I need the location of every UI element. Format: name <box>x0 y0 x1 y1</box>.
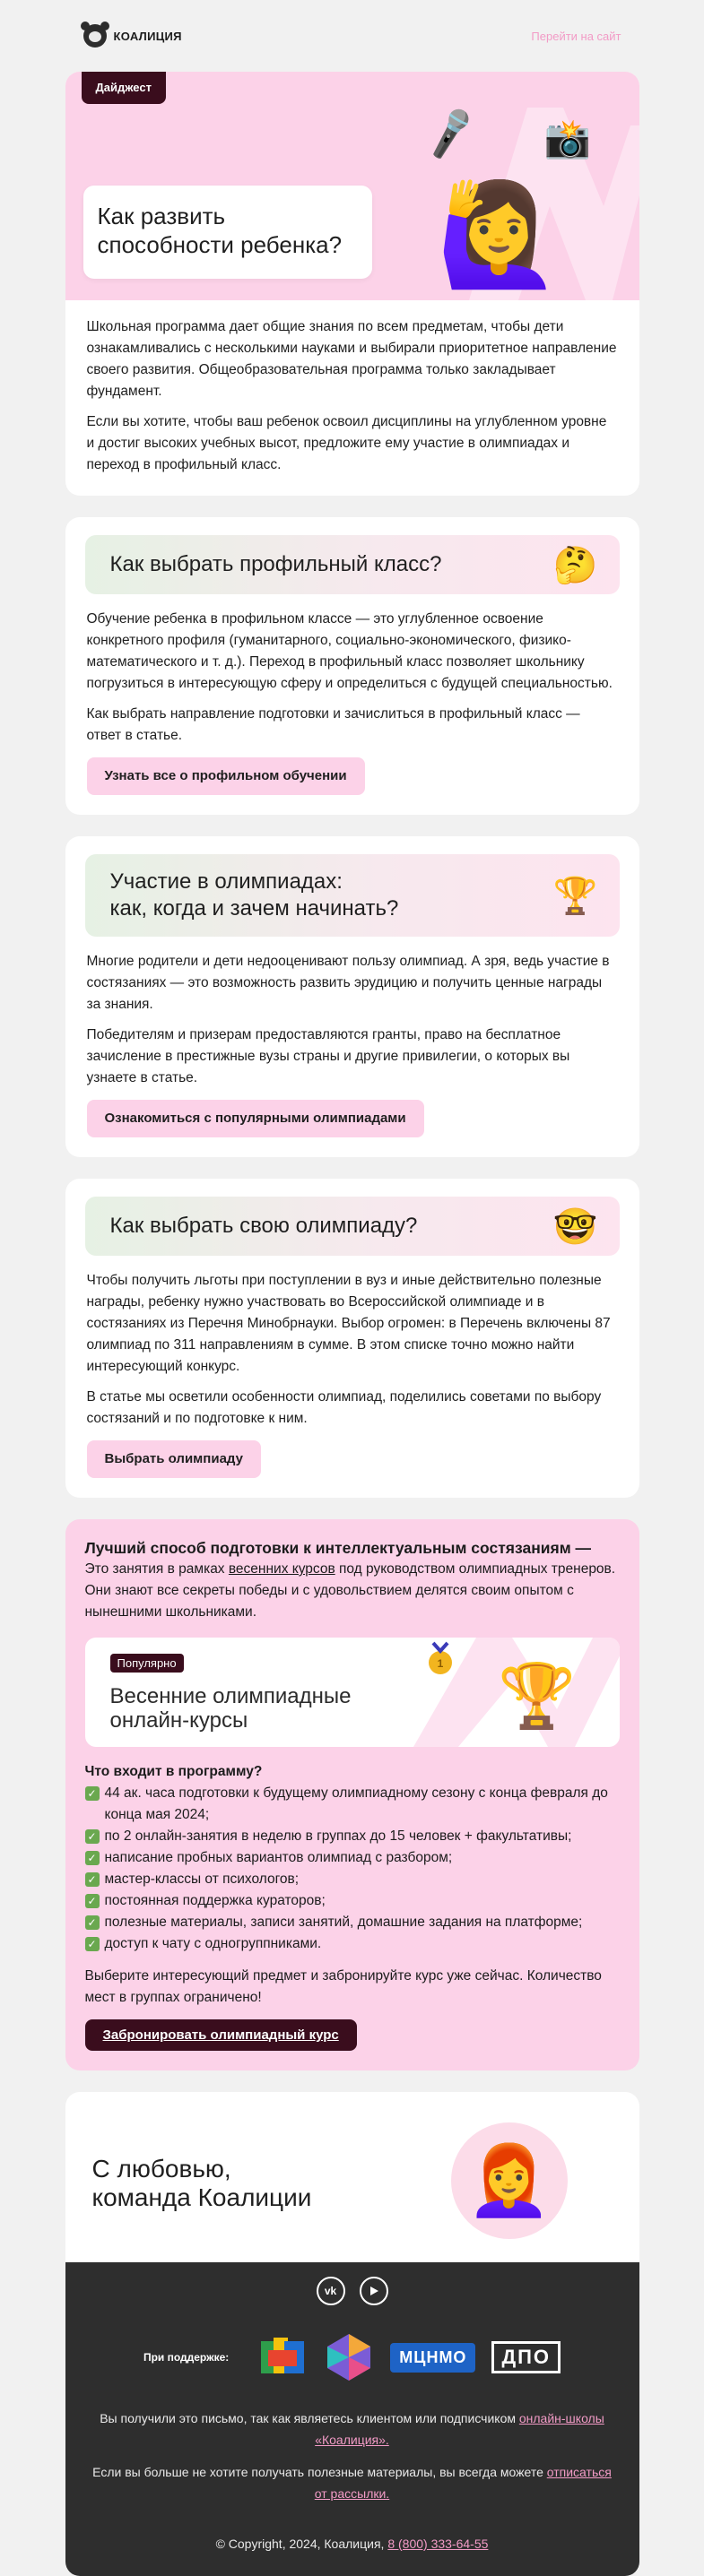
hero-card <box>65 72 639 496</box>
check-icon: ✓ <box>85 1894 100 1908</box>
section-paragraph: В статье мы осветили особенности олимпиад, поделились советами по выбору состязаний и по подготовке к ним. <box>86 1389 602 1426</box>
list-item <box>85 1847 620 1869</box>
copyright-text: © Copyright, 2024, Коалиция, <box>215 2537 388 2551</box>
koala-logo-icon <box>83 24 107 48</box>
hero-banner <box>65 72 639 300</box>
list-item <box>85 1912 620 1933</box>
avatar-emoji: 👩‍🦰 <box>466 2143 552 2219</box>
check-icon: ✓ <box>85 1851 100 1865</box>
list-item-text: по 2 онлайн-занятия в неделю в группах до 15 человек + факультативы; <box>104 1828 572 1844</box>
partner-logo-mcnmo[interactable]: МЦНМО <box>390 2343 475 2373</box>
promo-block <box>65 1519 639 2070</box>
footer <box>65 2262 639 2576</box>
signature-text <box>92 2155 312 2212</box>
section-header <box>85 535 620 594</box>
hero-title <box>83 186 372 279</box>
section-title <box>110 551 442 578</box>
hero-title-line2: способности ребенка? <box>97 231 343 258</box>
list-item <box>85 1890 620 1912</box>
section-body <box>85 937 620 1137</box>
book-course-button[interactable]: Забронировать олимпиадный курс <box>85 2019 357 2051</box>
list-item-text: постоянная поддержка кураторов; <box>104 1893 326 1908</box>
check-icon: ✓ <box>85 1937 100 1951</box>
popular-olympiads-button[interactable]: Ознакомиться с популярными олимпиадами <box>87 1100 424 1137</box>
section-paragraph: Многие родители и дети недооценивают пользу олимпиад. А зря, ведь участие в состязаниях — это возможность развить эрудицию и получить ценные награды за знания. <box>86 954 610 1012</box>
signature-block <box>65 2092 639 2262</box>
footer-note-text: Если вы больше не хотите получать полезные материалы, вы всегда можете <box>92 2465 547 2479</box>
svg-text:1: 1 <box>437 1657 443 1670</box>
section-header <box>85 1197 620 1256</box>
unsubscribe-link[interactable]: отписаться от рассылки. <box>314 2465 612 2501</box>
footer-notes <box>91 2407 614 2504</box>
check-icon: ✓ <box>85 1829 100 1844</box>
list-item-text: написание пробных вариантов олимпиад с разбором; <box>104 1850 453 1865</box>
section-paragraph: Чтобы получить льготы при поступлении в вуз и иные действительно полезные награды, ребенку нужно участвовать во Всероссийской олимпиаде и в состязаниях из Перечня Минобрнауки. Выбор огромен: в Перечень включены 87 олимпиад по 311 направлениям в сумме. В этом списке точно можно найти интересующий конкурс. <box>86 1273 611 1374</box>
logo[interactable] <box>83 24 182 48</box>
footer-note <box>91 2407 614 2451</box>
hero-paragraph: Если вы хотите, чтобы ваш ребенок освоил дисциплины на углубленном уровне и достиг высоких учебных высот, предложите ему участие в олимпиадах и переход в профильный класс. <box>86 414 607 472</box>
phone-link[interactable]: 8 (800) 333-64-55 <box>387 2537 489 2551</box>
thinking-face-icon: 🤔 <box>552 545 598 585</box>
support-label: При поддержке: <box>143 2351 230 2364</box>
list-item <box>85 1933 620 1955</box>
list-item-text: доступ к чату с одногруппниками. <box>104 1936 322 1951</box>
check-icon: ✓ <box>85 1872 100 1887</box>
check-icon: ✓ <box>85 1786 100 1801</box>
online-school-link[interactable]: онлайн-школы «Коалиция». <box>315 2411 604 2447</box>
top-bar <box>65 0 639 72</box>
section-body <box>85 1256 620 1478</box>
go-to-site-link[interactable]: Перейти на сайт <box>531 29 621 43</box>
course-title <box>110 1684 352 1733</box>
section-olympiad-participation <box>65 836 639 1157</box>
list-item <box>85 1869 620 1890</box>
hero-paragraph: Школьная программа дает общие знания по всем предметам, чтобы дети ознакамливались с несколькими науками и выбирали приоритетное направление своего развития. Общеобразовательная программа только закладывает фундамент. <box>86 319 617 399</box>
section-paragraph: Обучение ребенка в профильном классе — это углубленное освоение конкретного профиля (гуманитарного, социально-экономического, физико-математического и т. д.). Переход в профильный класс позволяет школьнику погрузиться в интересующую сферу и определиться с будущей специальностью. <box>86 611 613 691</box>
section-profile-class <box>65 517 639 815</box>
digest-badge: Дайджест <box>82 72 166 104</box>
promo-intro <box>85 1559 620 1623</box>
trophy-icon: 🏆 <box>498 1661 577 1731</box>
learn-profile-button[interactable]: Узнать все о профильном обучении <box>87 757 365 795</box>
includes-list <box>85 1783 620 1955</box>
microphone-icon: 🎤 <box>420 106 480 162</box>
choose-olympiad-button[interactable]: Выбрать олимпиаду <box>87 1440 261 1478</box>
section-title-line1: Участие в олимпиадах: <box>109 869 343 894</box>
course-title-line1: Весенние олимпиадные <box>109 1684 352 1708</box>
promo-cta-text: Выберите интересующий предмет и забронируйте курс уже сейчас. Количество мест в группах ограничено! <box>84 1968 602 2005</box>
vk-icon[interactable]: vk <box>317 2277 345 2305</box>
section-paragraph: Как выбрать направление подготовки и зачислиться в профильный класс — ответ в статье. <box>86 706 580 743</box>
course-title-line2: онлайн-курсы <box>109 1708 248 1733</box>
section-title-line2: как, когда и зачем начинать? <box>109 896 399 921</box>
hero-title-line1: Как развить <box>97 203 226 229</box>
avatar <box>451 2122 568 2239</box>
promo-intro-text: Это занятия в рамках <box>84 1561 229 1577</box>
promo-heading: Лучший способ подготовки к интеллектуальным состязаниям — <box>84 1539 592 1557</box>
check-icon: ✓ <box>85 1915 100 1930</box>
popular-badge: Популярно <box>110 1654 184 1673</box>
list-item-text: мастер-классы от психологов; <box>104 1871 300 1887</box>
section-title-line1: Как выбрать профильный класс? <box>109 552 442 576</box>
social-links <box>91 2277 614 2305</box>
camera-flash-icon: 📸 <box>543 117 591 160</box>
list-item-text: полезные материалы, записи занятий, домашние задания на платформе; <box>104 1915 583 1930</box>
partner-logo-dpo[interactable]: ДПО <box>491 2341 561 2373</box>
list-item <box>85 1826 620 1847</box>
includes-title: Что входит в программу? <box>84 1764 263 1779</box>
list-item <box>85 1783 620 1826</box>
footer-note-text: Вы получили это письмо, так как являетесь клиентом или подписчиком <box>100 2411 519 2425</box>
signature-line2: команда Коалиции <box>91 2183 312 2211</box>
raising-hand-woman-icon: 🙋‍♀️ <box>436 178 561 290</box>
section-choose-olympiad <box>65 1179 639 1498</box>
trophy-icon: 🏆 <box>552 876 598 916</box>
section-header <box>85 854 620 937</box>
section-title-line1: Как выбрать свою олимпиаду? <box>109 1214 418 1238</box>
signature-line1: С любовью, <box>91 2155 231 2183</box>
section-title <box>110 1213 418 1240</box>
section-body <box>85 594 620 795</box>
copyright <box>91 2537 614 2551</box>
partner-logo-gem-icon[interactable] <box>324 2332 374 2382</box>
footer-note <box>91 2461 614 2504</box>
section-paragraph: Победителям и призерам предоставляются гранты, право на бесплатное зачисление в престижные вузы страны и другие привилегии, о которых вы узнаете в статье. <box>86 1027 570 1085</box>
spring-courses-link[interactable]: весенних курсов <box>228 1561 335 1577</box>
hero-body <box>65 300 639 496</box>
partner-logo-cube-icon[interactable] <box>257 2334 308 2381</box>
course-banner[interactable] <box>85 1638 620 1747</box>
promo-intro-text: под руководством олимпиадных тренеров. Они знают все секреты победы и с удовольствием делятся своим опытом с нынешними школьниками. <box>84 1561 616 1620</box>
youtube-icon[interactable] <box>360 2277 388 2305</box>
section-title <box>110 869 399 922</box>
logo-text: КОАЛИЦИЯ <box>113 29 182 43</box>
partners <box>91 2330 614 2384</box>
nerd-face-icon: 🤓 <box>552 1206 598 1247</box>
list-item-text: 44 ак. часа подготовки к будущему олимпиадному сезону с конца февраля до конца мая 2024; <box>104 1785 608 1822</box>
